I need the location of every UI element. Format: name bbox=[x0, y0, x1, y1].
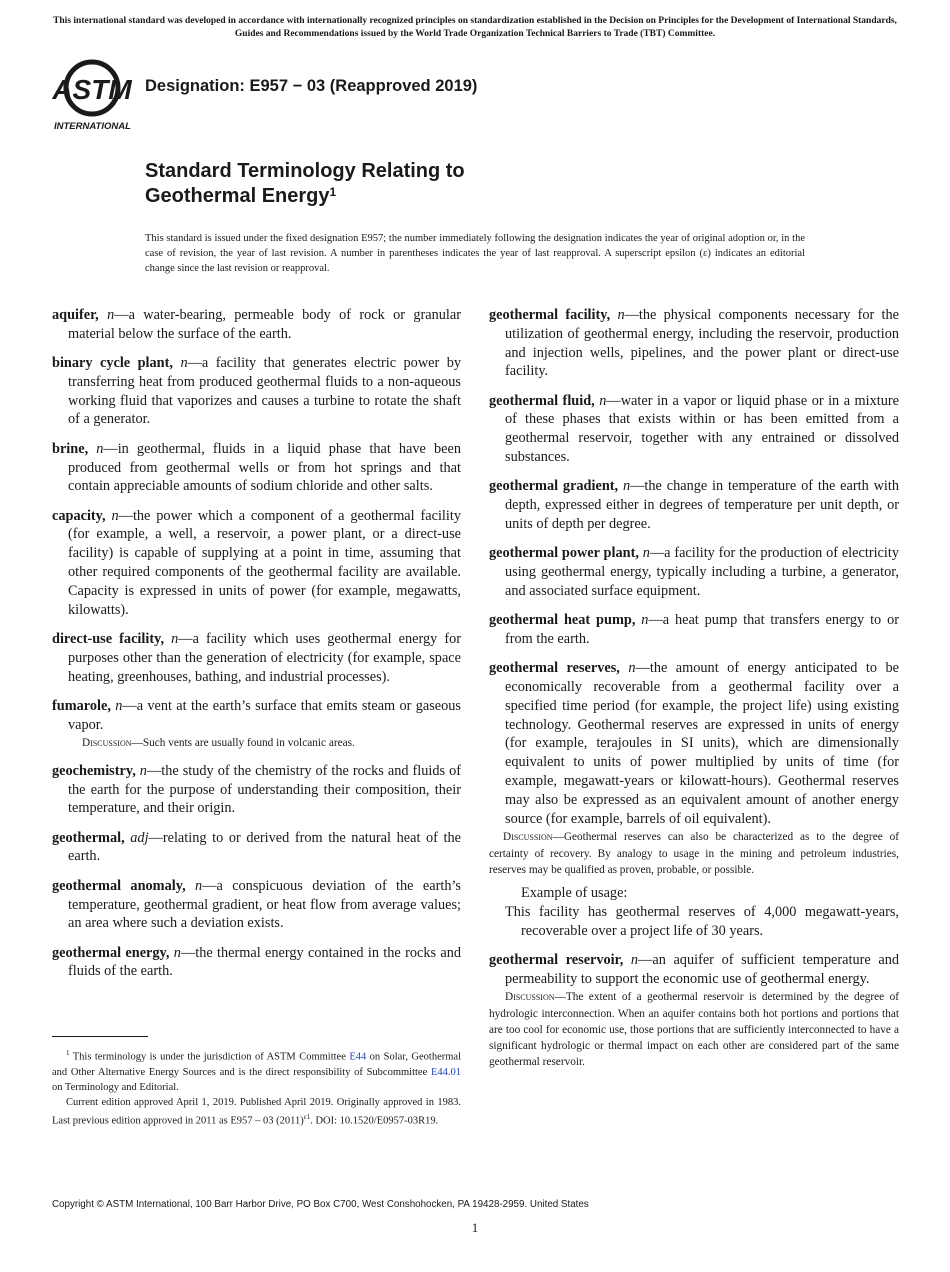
discussion-label: Discussion bbox=[82, 737, 132, 750]
entry-term: brine, bbox=[52, 440, 89, 457]
entry-pos: n bbox=[107, 307, 115, 323]
entry-definition: —a facility that generates electric power by transferring heat from produced geothermal fluids to a non-aqueous working fluid that vaporizes and causes a turbine to rotate the shaft of a generator. bbox=[68, 355, 462, 428]
entry-definition: —the physical components necessary for the utilization of geothermal energy, including the reservoir, production and injection wells, pipelines, and the power plant or direct-use facility. bbox=[505, 307, 899, 380]
entry-pos: adj bbox=[130, 829, 149, 846]
entry-term: fumarole, bbox=[52, 697, 111, 714]
entry-term: binary cycle plant, bbox=[52, 355, 173, 372]
entry-geothermal bbox=[52, 829, 461, 867]
entry-definition: —a conspicuous deviation of the earth’s temperature, geothermal gradient, or heat flow from average values; an area where such a deviation exists. bbox=[68, 877, 461, 932]
entry-pos: n bbox=[173, 944, 181, 961]
entry-term: aquifer, bbox=[52, 307, 99, 323]
entry-brine bbox=[52, 440, 461, 496]
entry-term: geothermal reserves, bbox=[489, 660, 620, 677]
issued-note: This standard is issued under the fixed designation E957; the number immediately following the designation indicates the year of original adoption or, in the case of revision, the year of last revision. A number in parentheses indicates the year of last reapproval. A superscript epsilon (ε) indicates an editorial change since the last revision or reapproval. bbox=[145, 233, 805, 274]
footnote-mark: 1 bbox=[66, 1049, 70, 1057]
entry-capacity bbox=[52, 507, 461, 620]
entry-geothermal-heat-pump bbox=[489, 611, 899, 649]
example-text: This facility has geothermal reserves of 4,000 megawatt-years, recoverable over a project life of 30 years. bbox=[505, 904, 899, 939]
standard-title bbox=[145, 159, 465, 209]
footnote-edition bbox=[52, 1095, 461, 1129]
reservoir-discussion bbox=[489, 989, 899, 1070]
right-column bbox=[489, 306, 899, 1079]
entry-pos: n bbox=[617, 307, 625, 323]
epsilon-mark: ε1 bbox=[303, 1112, 311, 1121]
entry-term: geothermal gradient, bbox=[489, 478, 619, 495]
entry-definition: —a vent at the earth’s surface that emits steam or gaseous vapor. bbox=[68, 697, 461, 733]
entry-term: geothermal fluid, bbox=[489, 392, 595, 409]
entry-term: geothermal power plant, bbox=[489, 545, 639, 562]
footnote-text: . DOI: 10.1520/E0957-03R19. bbox=[310, 1115, 439, 1126]
entry-geothermal-fluid bbox=[489, 392, 899, 467]
entry-binary-cycle-plant bbox=[52, 354, 461, 429]
entry-term: geothermal facility, bbox=[489, 307, 611, 323]
astm-logo bbox=[52, 56, 136, 132]
link-e44[interactable]: E44 bbox=[349, 1051, 367, 1063]
entry-term: geochemistry, bbox=[52, 762, 136, 779]
entry-geothermal-facility bbox=[489, 306, 899, 381]
entry-pos: n bbox=[115, 697, 123, 714]
link-e44-01[interactable]: E44.01 bbox=[430, 1066, 461, 1078]
entry-pos: n bbox=[630, 951, 639, 968]
example-heading: Example of usage: bbox=[521, 885, 628, 902]
entry-geothermal-anomaly bbox=[52, 877, 461, 933]
discussion-label: Discussion bbox=[505, 991, 555, 1004]
left-column bbox=[52, 306, 461, 992]
footnotes bbox=[52, 1046, 461, 1128]
entry-term: geothermal reservoir, bbox=[489, 951, 624, 968]
entry-aquifer bbox=[52, 306, 461, 344]
designation: Designation: E957 − 03 (Reapproved 2019) bbox=[145, 77, 478, 95]
page-number: 1 bbox=[471, 1220, 479, 1235]
entry-definition: —in geothermal, fluids in a liquid phase that have been produced from geothermal wells or from hot springs and that contain appreciable amounts of sodium chloride and other salts. bbox=[68, 440, 461, 495]
entry-definition: —the study of the chemistry of the rocks and fluids of the earth for the purpose of understanding their composition, their temperature, and their origin. bbox=[68, 762, 462, 817]
entry-geothermal-gradient bbox=[489, 477, 899, 533]
entry-pos: n bbox=[641, 612, 649, 629]
footnote-1 bbox=[52, 1046, 461, 1095]
entry-term: geothermal heat pump, bbox=[489, 612, 636, 629]
entry-geothermal-power-plant bbox=[489, 544, 899, 600]
footnote-rule bbox=[52, 1036, 148, 1037]
entry-definition: —a facility which uses geothermal energy for purposes other than the generation of electricity (for example, space heating, greenhouses, bathing, and industrial processes). bbox=[68, 630, 461, 685]
discussion-label: Discussion bbox=[503, 831, 553, 844]
footnote-text: This terminology is under the jurisdiction of ASTM Committee bbox=[69, 1051, 350, 1063]
entry-term: geothermal anomaly, bbox=[52, 877, 186, 894]
entry-fumarole bbox=[52, 697, 461, 735]
title-line-2: Geothermal Energy bbox=[145, 185, 330, 207]
footnote-text: on Terminology and Editorial. bbox=[52, 1081, 179, 1093]
entry-definition: —the thermal energy contained in the rocks and fluids of the earth. bbox=[68, 944, 462, 980]
entry-pos: n bbox=[96, 440, 104, 457]
entry-pos: n bbox=[622, 478, 631, 495]
entry-pos: n bbox=[642, 545, 650, 562]
discussion-text: —Geothermal reserves can also be characterized as to the degree of certainty of recovery. By analogy to usage in the mining and petroleum industries, reserves may be qualified as proven, probable, or possible. bbox=[489, 831, 899, 877]
entry-term: geothermal, bbox=[52, 829, 125, 846]
entry-pos: n bbox=[599, 392, 607, 409]
entry-pos: n bbox=[180, 355, 188, 372]
entry-pos: n bbox=[111, 507, 119, 524]
entry-term: capacity, bbox=[52, 507, 106, 524]
entry-term: geothermal energy, bbox=[52, 944, 170, 961]
entry-geothermal-energy bbox=[52, 944, 461, 982]
logo-text: INTERNATIONAL bbox=[54, 121, 131, 132]
entry-definition: —water in a vapor or liquid phase or in a mixture of these phases that exists within or has been emitted from a geothermal reservoir, together with any entrained or dissolved substances. bbox=[505, 392, 899, 466]
entry-pos: n bbox=[195, 877, 203, 894]
entry-pos: n bbox=[171, 630, 179, 647]
entry-geochemistry bbox=[52, 762, 461, 818]
footnote-text: Current edition approved April 1, 2019. Published April 2019. Originally approved in 1983. Last previous edition approved in 2011 as E957 – 03 (2011) bbox=[52, 1096, 461, 1126]
entry-definition: —a facility for the production of electricity using geothermal energy, typically including a turbine, a generator, and associated surface equipment. bbox=[505, 545, 899, 599]
discussion-text: —The extent of a geothermal reservoir is determined by the degree of hydrologic interconnection. When an aquifer contains both hot portions and portions that are too cool for economic use, those portions that are sufficiently interconnected to have a significant hydrologic or thermal impact on each other are considered part of the same geothermal reservoir. bbox=[489, 991, 899, 1069]
discussion-text: —Such vents are usually found in volcanic areas. bbox=[131, 737, 355, 750]
svg-text:ASTM: ASTM bbox=[52, 74, 132, 105]
entry-term: direct-use facility, bbox=[52, 630, 165, 647]
entry-definition: —a heat pump that transfers energy to or from the earth. bbox=[505, 612, 899, 647]
reserves-discussion bbox=[489, 829, 899, 878]
entry-direct-use-facility bbox=[52, 630, 461, 686]
entry-geothermal-reservoir bbox=[489, 951, 899, 989]
entry-definition: —the power which a component of a geothermal facility (for example, a well, a reservoir, a power plant, or a direct-use facility) is capable of supplying at a point in time, assuming that other required components of the geothermal facility are available. Capacity is expressed in units of power (for example, megawatts, kilowatts). bbox=[68, 507, 461, 618]
fumarole-discussion bbox=[82, 735, 461, 751]
title-line-1: Standard Terminology Relating to bbox=[145, 160, 465, 182]
footnote-text: on Solar, Geothermal and Other Alternative Energy Sources and is the direct responsibility of Subcommittee bbox=[52, 1051, 461, 1078]
entry-pos: n bbox=[139, 762, 147, 779]
entry-definition: —the change in temperature of the earth with depth, expressed either in degrees of temperature per unit depth, or units of depth per degree. bbox=[505, 478, 899, 532]
entry-definition: —a water-bearing, permeable body of rock or granular material below the surface of the earth. bbox=[68, 307, 462, 342]
entry-pos: n bbox=[628, 660, 636, 677]
title-footnote-mark: 1 bbox=[329, 185, 337, 199]
copyright: Copyright © ASTM International, 100 Barr Harbor Drive, PO Box C700, West Conshohocken, PA 19428-2959. United States bbox=[52, 1199, 589, 1210]
entry-definition: —the amount of energy anticipated to be economically recoverable from a geothermal facility over a specified time period (for example, the project life) using existing technology. Geothermal reserves are expressed in units of energy (for example, terajoules in SI units), which are dimensionally equivalent to units of power multiplied by units of time (for example, megawatt-years or kilowatt-hours). Geothermal reserves may also be expressed as an equivalent amount of another energy source (for example, barrels of oil equivalent). bbox=[505, 660, 899, 827]
entry-definition: —an aquifer of sufficient temperature and permeability to support the economic use of geothermal energy. bbox=[505, 951, 899, 987]
entry-definition: —relating to or derived from the natural heat of the earth. bbox=[68, 829, 461, 865]
wto-notice: This international standard was developed in accordance with internationally recognized principles on standardization established in the Decision on Principles for the Development of International Standards, Guides and Recommendations issued by the World Trade Organization Technical Barriers to Trade (TBT) Committee. bbox=[53, 16, 897, 39]
entry-geothermal-reserves bbox=[489, 659, 899, 828]
